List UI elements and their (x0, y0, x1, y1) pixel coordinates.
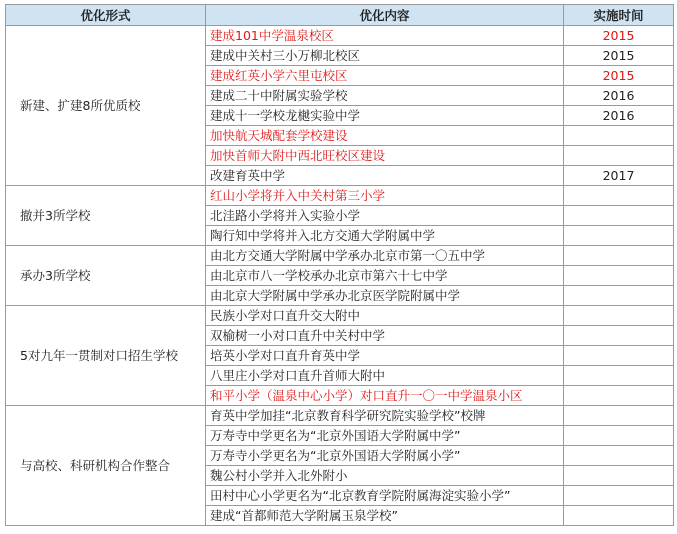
content-cell: 改建育英中学 (206, 166, 564, 186)
table-row (6, 246, 674, 266)
header-content: 优化内容 (206, 5, 564, 26)
content-cell: 民族小学对口直升交大附中 (206, 306, 564, 326)
content-cell: 建成101中学温泉校区 (206, 26, 564, 46)
year-cell (564, 286, 674, 306)
content-cell: 建成二十中附属实验学校 (206, 86, 564, 106)
content-cell: 红山小学将并入中关村第三小学 (206, 186, 564, 206)
year-cell (564, 346, 674, 366)
year-cell: 2015 (564, 46, 674, 66)
table-body (6, 26, 674, 526)
category-cell: 5对九年一贯制对口招生学校 (6, 306, 206, 406)
year-cell (564, 446, 674, 466)
category-cell: 新建、扩建8所优质校 (6, 26, 206, 186)
year-cell (564, 226, 674, 246)
table-row (6, 306, 674, 326)
content-cell: 加快首师大附中西北旺校区建设 (206, 146, 564, 166)
content-cell: 建成中关村三小万柳北校区 (206, 46, 564, 66)
content-cell: 万寿寺小学更名为“北京外国语大学附属小学” (206, 446, 564, 466)
year-cell (564, 326, 674, 346)
year-cell (564, 506, 674, 526)
content-cell: 和平小学（温泉中心小学）对口直升一〇一中学温泉小区 (206, 386, 564, 406)
year-cell (564, 466, 674, 486)
year-cell (564, 486, 674, 506)
year-cell (564, 406, 674, 426)
optimization-table (5, 4, 674, 526)
year-cell (564, 426, 674, 446)
year-cell (564, 266, 674, 286)
content-cell: 田村中心小学更名为“北京教育学院附属海淀实验小学” (206, 486, 564, 506)
table-row (6, 26, 674, 46)
header-form: 优化形式 (6, 5, 206, 26)
table-header (6, 5, 674, 26)
category-cell: 撤并3所学校 (6, 186, 206, 246)
year-cell (564, 146, 674, 166)
content-cell: 双榆树一小对口直升中关村中学 (206, 326, 564, 346)
year-cell: 2016 (564, 86, 674, 106)
year-cell (564, 386, 674, 406)
content-cell: 北洼路小学将并入实验小学 (206, 206, 564, 226)
content-cell: 魏公村小学并入北外附小 (206, 466, 564, 486)
content-cell: 育英中学加挂“北京教育科学研究院实验学校”校牌 (206, 406, 564, 426)
content-cell: 八里庄小学对口直升首师大附中 (206, 366, 564, 386)
year-cell (564, 306, 674, 326)
category-cell: 承办3所学校 (6, 246, 206, 306)
table-container (5, 4, 674, 526)
table-row (6, 186, 674, 206)
content-cell: 由北方交通大学附属中学承办北京市第一〇五中学 (206, 246, 564, 266)
table-row (6, 406, 674, 426)
content-cell: 陶行知中学将并入北方交通大学附属中学 (206, 226, 564, 246)
year-cell: 2015 (564, 26, 674, 46)
content-cell: 建成“首都师范大学附属玉泉学校” (206, 506, 564, 526)
year-cell: 2016 (564, 106, 674, 126)
content-cell: 加快航天城配套学校建设 (206, 126, 564, 146)
content-cell: 建成十一学校龙樾实验中学 (206, 106, 564, 126)
year-cell (564, 366, 674, 386)
header-time: 实施时间 (564, 5, 674, 26)
year-cell (564, 126, 674, 146)
content-cell: 培英小学对口直升育英中学 (206, 346, 564, 366)
year-cell (564, 206, 674, 226)
header-row (6, 5, 674, 26)
content-cell: 万寿寺中学更名为“北京外国语大学附属中学” (206, 426, 564, 446)
year-cell (564, 246, 674, 266)
year-cell (564, 186, 674, 206)
year-cell: 2015 (564, 66, 674, 86)
content-cell: 由北京市八一学校承办北京市第六十七中学 (206, 266, 564, 286)
content-cell: 建成红英小学六里屯校区 (206, 66, 564, 86)
category-cell: 与高校、科研机构合作整合 (6, 406, 206, 526)
year-cell: 2017 (564, 166, 674, 186)
content-cell: 由北京大学附属中学承办北京医学院附属中学 (206, 286, 564, 306)
